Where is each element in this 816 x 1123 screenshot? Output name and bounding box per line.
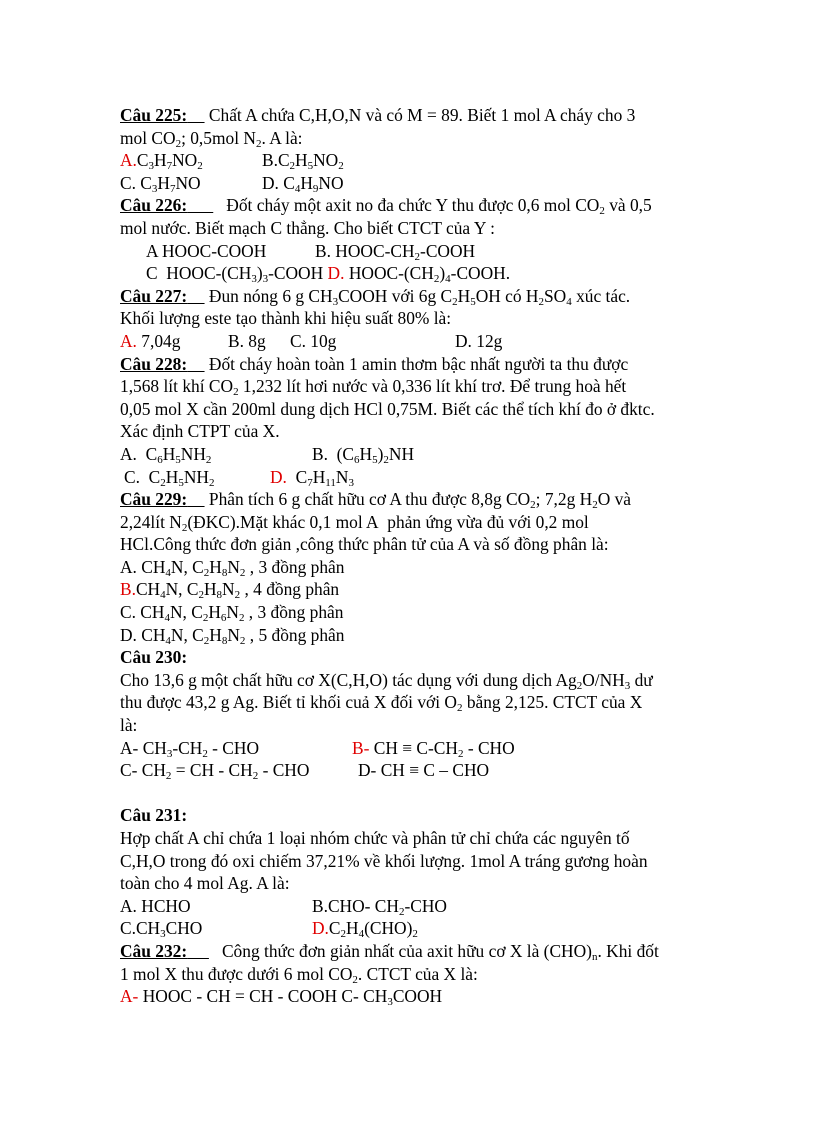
q225-option-d: D. $C_4H_9NO$ <box>262 172 344 195</box>
q226-option-c: C HOOC-$(CH_3)_3$-COOH <box>146 263 324 286</box>
q231-option-a: A. HCHO <box>120 895 191 916</box>
q225-options-ab <box>120 149 710 172</box>
q229-line3: HCl.Công thức đơn giản ,công thức phân tử của A và số đồng phân là: <box>120 534 609 555</box>
q226-option-a: A HOOC-COOH <box>146 240 267 261</box>
q225-head: Câu 225: <box>120 105 188 125</box>
q231-option-d: $C_2H_4(CHO)_2$ <box>328 918 418 941</box>
q227-answer-label: A. <box>120 330 137 351</box>
q229-option-a: A. $CH_4N$, $C_2H_8N_2$ , 3 đồng phân <box>120 556 345 579</box>
q230-answer-label: B- <box>352 737 370 758</box>
q232-line2: 1 mol X thu được dưới 6 mol $CO_2$. CTCT của X là: <box>120 963 478 986</box>
q230-options-ab <box>120 737 710 760</box>
q227-head: Câu 227: <box>120 285 188 306</box>
q231-line0 <box>120 804 710 827</box>
q225-answer-label: A. <box>120 150 137 171</box>
q232-stem: Công thức đơn giản nhất của axit hữu cơ X là $(CHO)_n$. Khi đốt <box>213 940 659 963</box>
q229-answer-label: B. <box>120 579 136 600</box>
q226-answer-label: D. <box>327 263 345 284</box>
q228-options-ab <box>120 443 710 466</box>
q226-options-cd <box>120 262 710 285</box>
q229-line2: 2,24lít $N_2(ĐKC).Mặt$ khác 0,1 mol A phản ứng vừa đủ với 0,2 mol <box>120 511 589 534</box>
q226-line2: mol nước. Biết mạch C thẳng. Cho biết CTCT của Y : <box>120 217 495 238</box>
q230-line0 <box>120 646 710 669</box>
q229-line1 <box>120 488 710 511</box>
q229-stem: Phân tích 6 g chất hữu cơ A thu được 8,8g $CO_2$; 7,2g $H_2O$ và <box>208 489 632 512</box>
q228-line4: Xác định CTPT của X. <box>120 421 280 442</box>
q230-options-cd <box>120 759 710 782</box>
q231-line1: Hợp chất A chỉ chứa 1 loại nhóm chức và phân tử chỉ chứa các nguyên tố <box>120 828 630 848</box>
q227-stem: Đun nóng 6 g $CH_3COOH$ với 6g $C_2H_5OH$ có $H_2SO_4$ xúc tác. <box>208 285 631 308</box>
q229-head: Câu 229: <box>120 489 188 510</box>
q225-line1 <box>120 104 710 127</box>
q229-option-b: $B.CH_4N$, $C_2H_8N_2$ , 4 đồng phân <box>120 579 340 602</box>
q227-option-c: C. 10g <box>290 330 337 351</box>
q226-option-b: B. HOOC-$CH_2$-COOH <box>315 240 476 263</box>
q225-options-cd <box>120 172 710 195</box>
q227-option-a: 7,04g <box>141 330 181 351</box>
q232-line1 <box>120 940 710 963</box>
q228-head: Câu 228: <box>120 353 188 374</box>
q228-line2: 1,568 lít khí $CO_2$ 1,232 lít hơi nước và 0,336 lít khí trơ. Để trung hoà hết <box>120 376 627 399</box>
q228-line1 <box>120 353 710 376</box>
q231-option-c: $C.CH_3CHO$ <box>120 918 203 941</box>
q226-option-d: HOOC-$(CH_2)_4$-COOH. <box>348 263 511 286</box>
q230-option-d: D- CH ≡ C – CHO <box>358 760 490 781</box>
q231-options-ab <box>120 895 710 918</box>
q230-line1: Cho 13,6 g một chất hữu cơ X(C,H,O) tác dụng với dung dịch $Ag_2O/NH_3$ dư <box>120 669 653 692</box>
q232-option-a: HOOC - CH = CH - COOH C- $CH_3COOH$ <box>142 986 443 1009</box>
q232-answer-label: A- <box>120 986 139 1007</box>
q227-option-b: B. 8g <box>228 330 266 351</box>
q230-line2: thu được 43,2 g Ag. Biết tỉ khối cuả X đối với $O_2$ bằng 2,125. CTCT của X <box>120 692 643 715</box>
q226-options-ab <box>120 240 710 263</box>
q232-options <box>120 985 710 1008</box>
q230-head: Câu 230: <box>120 647 188 668</box>
q231-line3: toàn cho 4 mol Ag. A là: <box>120 873 290 894</box>
q228-option-a: A. $C_6H_5NH_2$ <box>120 443 212 466</box>
q228-stem: Đốt cháy hoàn toàn 1 amin thơm bậc nhất người ta thu được <box>208 353 629 374</box>
q225-option-c: C. $C_3H_7NO$ <box>120 172 201 195</box>
q228-line3: 0,05 mol X cần 200ml dung dịch HCl 0,75M. Biết các thể tích khí đo ở đktc. <box>120 398 655 419</box>
q227-option-d: D. 12g <box>455 330 503 351</box>
q229-option-c: C. $CH_4N$, $C_2H_6N_2$ , 3 đồng phân <box>120 602 344 625</box>
q231-option-b: B.CHO- $CH_2$-CHO <box>312 895 447 918</box>
q225-option-b: $B.C_2H_5NO_2$ <box>262 150 344 173</box>
q225-line2: mol $CO_2$; 0,5mol $N_2$. A là: <box>120 127 303 150</box>
document-page <box>120 104 710 1008</box>
q227-options <box>120 330 710 353</box>
q227-line1 <box>120 285 710 308</box>
q228-option-c: C. $C_2H_5NH_2$ <box>124 466 215 489</box>
q231-line2: C,H,O trong đó oxi chiếm 37,21% về khối lượng. 1mol A tráng gương hoàn <box>120 850 648 871</box>
q228-option-d: $C_7H_{11}N_3$ <box>295 466 354 489</box>
q226-line1 <box>120 194 710 217</box>
q230-option-b: CH ≡ $C-CH_2$ - CHO <box>373 737 515 760</box>
q232-head: Câu 232: <box>120 940 188 961</box>
q226-stem: Đốt cháy một axit no đa chức Y thu được 0,6 mol $CO_2$ và 0,5 <box>217 195 652 218</box>
q225-option-a: $C_3H_7NO_2$ <box>136 150 203 173</box>
q231-options-cd <box>120 917 710 940</box>
q231-answer-label: D. <box>312 918 329 939</box>
q225-stem: Chất A chứa C,H,O,N và có M = 89. Biết 1 mol A cháy cho 3 <box>208 105 636 125</box>
q228-option-b: B. $(C_6H_5)_2NH$ <box>312 443 415 466</box>
q228-answer-label: D. <box>270 466 287 487</box>
q230-option-c: C- $CH_2$ = CH - $CH_2$ - CHO <box>120 760 310 783</box>
q227-line2: Khối lượng este tạo thành khi hiệu suất 80% là: <box>120 308 452 329</box>
q229-option-d: D. $CH_4N$, $C_2H_8N_2$ , 5 đồng phân <box>120 624 345 647</box>
q230-option-a: A- $CH_3-CH_2$ - CHO <box>120 737 260 760</box>
q226-head: Câu 226: <box>120 195 188 216</box>
q231-head: Câu 231: <box>120 805 188 826</box>
q230-line3: là: <box>120 715 138 736</box>
q228-options-cd <box>120 466 710 489</box>
